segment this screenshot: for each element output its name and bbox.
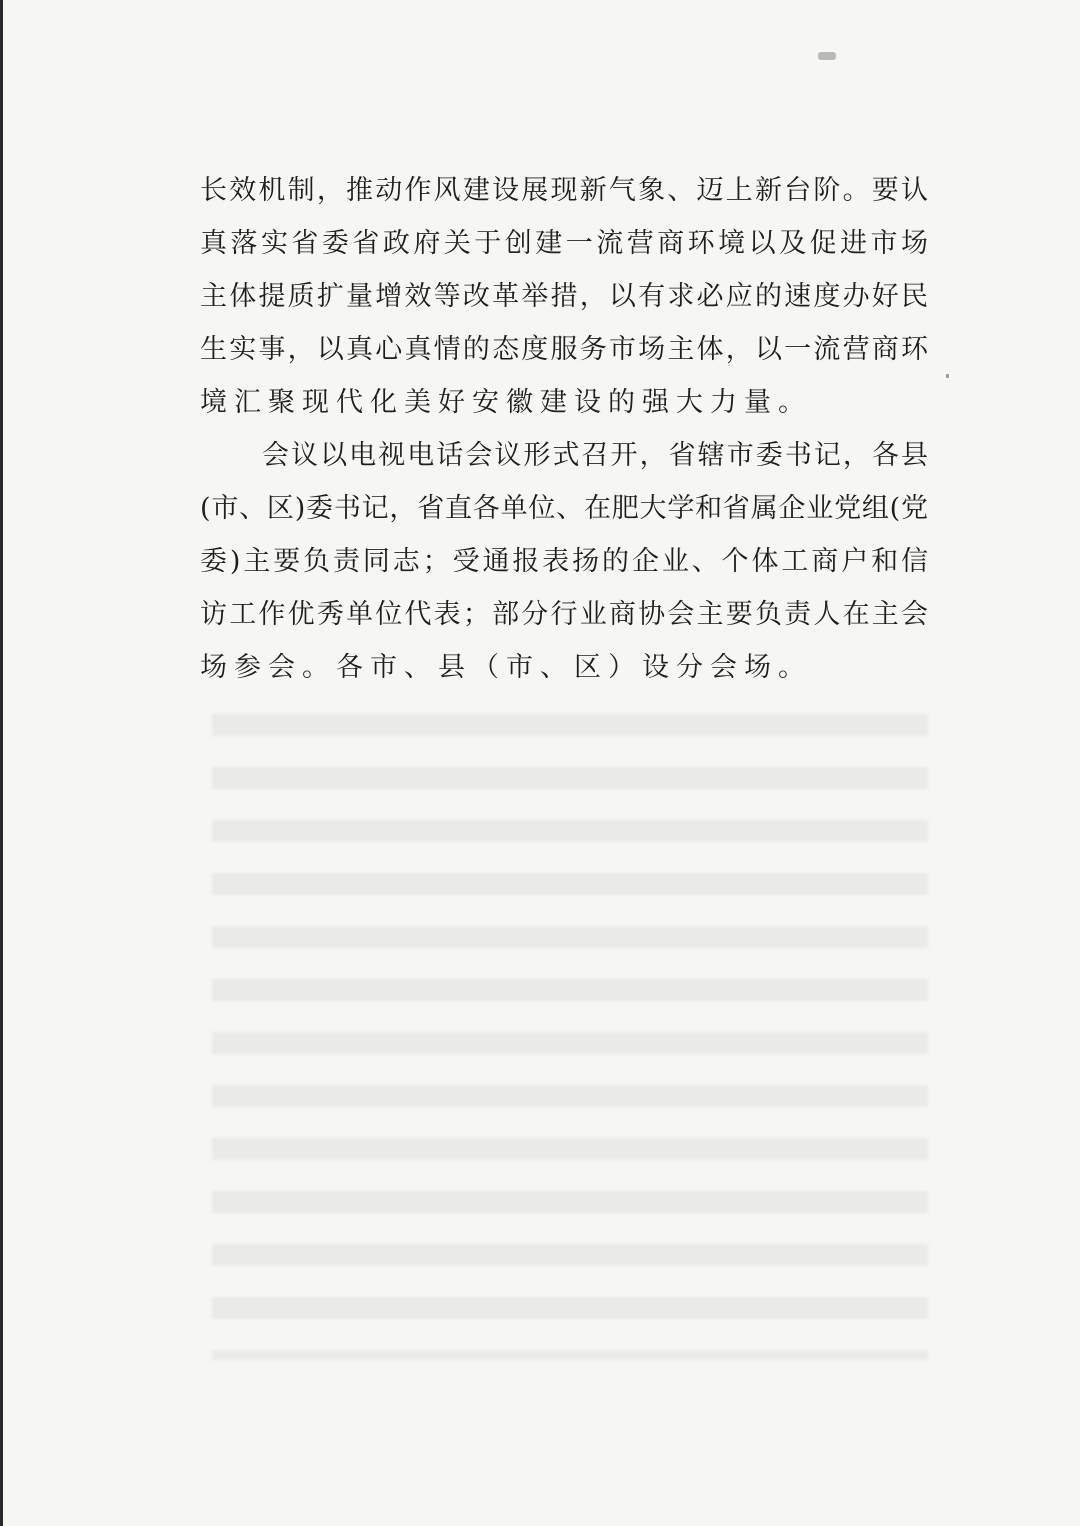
text-line: 会议以电视电话会议形式召开，省辖市委书记，各县 <box>262 440 928 471</box>
text-line: 主体提质扩量增效等改革举措，以有求必应的速度办好民 <box>200 281 928 312</box>
text-line: 生实事，以真心真情的态度服务市场主体，以一流营商环 <box>200 334 928 365</box>
text-line: 真落实省委省政府关于创建一流营商环境以及促进市场 <box>200 228 928 259</box>
scan-speck <box>946 374 949 378</box>
text-line: (市、区)委书记，省直各单位、在肥大学和省属企业党组(党 <box>200 493 928 524</box>
text-line: 委)主要负责同志；受通报表扬的企业、个体工商户和信 <box>200 546 928 577</box>
text-line: 访工作优秀单位代表；部分行业商协会主要负责人在主会 <box>200 599 928 630</box>
paragraph-1 <box>200 164 928 429</box>
scan-border <box>0 0 3 1526</box>
text-line: 长效机制，推动作风建设展现新气象、迈上新台阶。要认 <box>200 175 928 206</box>
text-line: 境汇聚现代化美好安徽建设的强大力量。 <box>200 387 812 418</box>
scan-smudge <box>818 52 836 60</box>
paragraph-2 <box>200 429 928 694</box>
document-body <box>200 164 928 694</box>
text-line: 场参会。各市、县（市、区）设分会场。 <box>200 652 812 683</box>
show-through-text <box>212 700 928 1360</box>
